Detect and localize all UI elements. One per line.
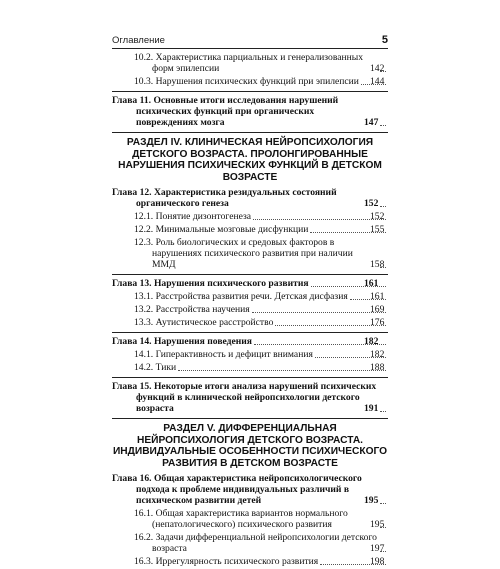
chapter-separator xyxy=(112,332,388,333)
section-heading: РАЗДЕЛ IV. КЛИНИЧЕСКАЯ НЕЙРОПСИХОЛОГИЯ ДЕТСКОГО ВОЗРАСТА. ПРОЛОНГИРОВАННЫЕ НАРУШЕНИЯ ПСИХИЧЕСКИХ ФУНКЦИЙ В ДЕТСКОМ ВОЗРАСТЕ xyxy=(118,137,382,183)
chapter-separator xyxy=(112,274,388,275)
toc-subsection-entry[interactable]: 13.2. Расстройства научения 169 xyxy=(134,304,385,315)
entry-title: 16.1. Общая характеристика вариантов нормального (непатологического) психического развития xyxy=(134,508,348,530)
table-of-contents xyxy=(112,52,388,569)
toc-subsection-entry[interactable]: 12.3. Роль биологических и средовых факторов в нарушениях психического развития при наличии ММД 158 xyxy=(134,237,385,270)
toc-chapter-entry[interactable]: Глава 15. Некоторые итоги анализа нарушений психических функций в клинической нейропсихологии детского возраста 191 xyxy=(112,381,388,414)
entry-title: Глава 11. Основные итоги исследования нарушений психических функций при органических повреждениях мозга xyxy=(112,95,339,128)
entry-title: Глава 15. Некоторые итоги анализа нарушений психических функций в клинической нейропсихологии детского возраста xyxy=(112,381,377,414)
entry-title: 14.2. Тики xyxy=(134,362,177,373)
toc-chapter-entry[interactable]: Глава 13. Нарушения психического развития 161 xyxy=(112,278,388,289)
section-separator xyxy=(112,418,388,419)
running-header-title: Оглавление xyxy=(112,35,165,46)
toc-subsection-entry[interactable]: 13.1. Расстройства развития речи. Детская дисфазия 161 xyxy=(134,291,385,302)
entry-title: Глава 13. Нарушения психического развития xyxy=(112,278,309,289)
dot-leader xyxy=(253,218,386,220)
dot-leader xyxy=(380,526,386,528)
toc-subsection-entry[interactable]: 14.2. Тики 188 xyxy=(134,362,385,373)
toc-subsection-entry[interactable]: 13.3. Аутистическое расстройство 176 xyxy=(134,317,385,328)
dot-leader xyxy=(320,563,386,565)
dot-leader xyxy=(252,311,386,313)
entry-title: 16.3. Иррегулярность психического развития xyxy=(134,556,319,567)
section-separator xyxy=(112,132,388,133)
toc-subsection-entry[interactable]: 10.3. Нарушения психических функций при эпилепсии 144 xyxy=(134,76,385,87)
entry-title: 14.1. Гиперактивность и дефицит внимания xyxy=(134,349,313,360)
entry-title: 12.1. Понятие дизонтогенеза xyxy=(134,211,252,222)
dot-leader xyxy=(380,502,386,504)
entry-title: 13.2. Расстройства научения xyxy=(134,304,250,315)
toc-subsection-entry[interactable]: 16.3. Иррегулярность психического развития 198 xyxy=(134,556,385,567)
entry-title: Глава 12. Характеристика резидуальных состояний органического генеза xyxy=(112,187,337,209)
entry-title: 13.3. Аутистическое расстройство xyxy=(134,317,274,328)
entry-title: Глава 14. Нарушения поведения xyxy=(112,336,252,347)
chapter-separator xyxy=(112,377,388,378)
toc-subsection-entry[interactable]: 10.2. Характеристика парциальных и генерализованных форм эпилепсии 142 xyxy=(134,52,385,74)
toc-subsection-entry[interactable]: 14.1. Гиперактивность и дефицит внимания 182 xyxy=(134,349,385,360)
toc-chapter-entry[interactable]: Глава 12. Характеристика резидуальных состояний органического генеза 152 xyxy=(112,187,388,209)
dot-leader xyxy=(380,124,386,126)
entry-title: 10.2. Характеристика парциальных и генерализованных форм эпилепсии xyxy=(134,52,363,74)
dot-leader xyxy=(380,410,386,412)
toc-subsection-entry[interactable]: 16.1. Общая характеристика вариантов нормального (непатологического) психического развития 195 xyxy=(134,508,385,530)
entry-title: 12.2. Минимальные мозговые дисфункции xyxy=(134,224,309,235)
dot-leader xyxy=(178,369,386,371)
page-number: 5 xyxy=(381,34,388,46)
toc-chapter-entry[interactable]: Глава 16. Общая характеристика нейропсихологического подхода к проблеме индивидуальных различий в психическом развитии детей 195 xyxy=(112,473,388,506)
entry-title: 16.2. Задачи дифференциальной нейропсихологии детского возраста xyxy=(134,532,377,554)
toc-subsection-entry[interactable]: 16.2. Задачи дифференциальной нейропсихологии детского возраста 197 xyxy=(134,532,385,554)
section-heading: РАЗДЕЛ V. ДИФФЕРЕНЦИАЛЬНАЯ НЕЙРОПСИХОЛОГИЯ ДЕТСКОГО ВОЗРАСТА. ИНДИВИДУАЛЬНЫЕ ОСОБЕННОСТИ ПСИХИЧЕСКОГО РАЗВИТИЯ В ДЕТСКОМ ВОЗРАСТЕ xyxy=(112,423,388,469)
dot-leader xyxy=(380,550,386,552)
chapter-separator xyxy=(112,91,388,92)
toc-subsection-entry[interactable]: 12.2. Минимальные мозговые дисфункции 155 xyxy=(134,224,385,235)
dot-leader xyxy=(380,205,386,207)
entry-title: 10.3. Нарушения психических функций при эпилепсии xyxy=(134,76,359,87)
entry-title: 13.1. Расстройства развития речи. Детская дисфазия xyxy=(134,291,348,302)
running-header xyxy=(112,30,388,49)
toc-chapter-entry[interactable]: Глава 14. Нарушения поведения 182 xyxy=(112,336,388,347)
entry-title: Глава 16. Общая характеристика нейропсихологического подхода к проблеме индивидуальных различий в психическом развитии детей xyxy=(112,473,362,506)
toc-subsection-entry[interactable]: 12.1. Понятие дизонтогенеза 152 xyxy=(134,211,385,222)
entry-title: 12.3. Роль биологических и средовых факторов в нарушениях психического развития при наличии ММД xyxy=(134,237,353,270)
toc-chapter-entry[interactable]: Глава 11. Основные итоги исследования нарушений психических функций при органических повреждениях мозга 147 xyxy=(112,95,388,128)
